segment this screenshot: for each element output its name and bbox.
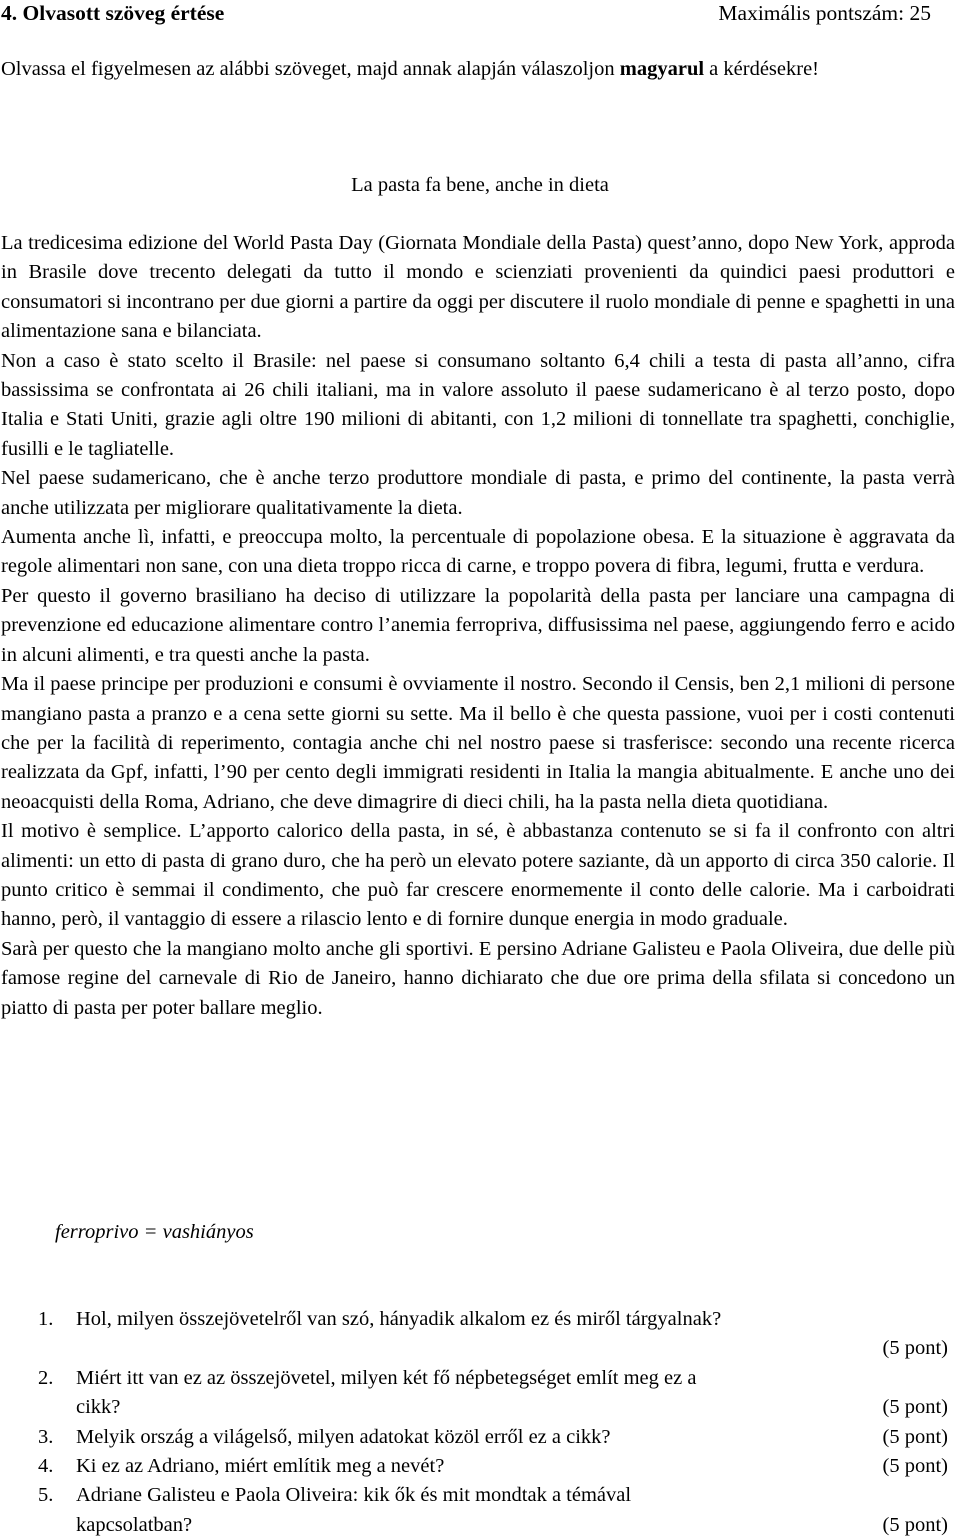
article-title: La pasta fa bene, anche in dieta [351,174,609,196]
article-paragraph: Aumenta anche lì, infatti, e preoccupa molto, la percentuale di popolazione obesa. E la situazione è aggravata da regole alimentari non sane, con una dieta troppo ricca di carne, e troppo povera di fibra, legumi, frutta e verdura. [1,526,955,578]
question-item [0,1423,960,1452]
section-title: 4. Olvasott szöveg értése [1,1,225,25]
question-number: 5. [38,1484,54,1507]
section-header [0,0,960,30]
question-text: Melyik ország a világelső, milyen adatokat közöl erről ez a cikk? [76,1425,611,1448]
article-paragraph: Nel paese sudamericano, che è anche terzo produttore mondiale di pasta, e primo del continente, la pasta verrà anche utilizzata per migliorare qualitativamente la dieta. [1,467,955,519]
question-number: 1. [38,1308,54,1330]
article-paragraph: Non a caso è stato scelto il Brasile: nel paese si consumano soltanto 6,4 chili a testa di pasta all’anno, cifra bassissima se confrontata ai 26 chili italiani, ma in valore assoluto il paese sudamericano è al terzo posto, dopo Italia e Stati Uniti, grazie agli oltre 190 milioni di abitanti, con 1,2 milioni di tonnellate tra spaghetti, conchiglie, fusilli e le tagliatelle. [1,349,955,460]
instruction-part-1: Olvassa el figyelmesen az alábbi szöveget, majd annak alapján válaszoljon [1,58,620,80]
question-item [0,1364,960,1423]
max-points-label: Maximális pontszám: 25 [718,1,931,25]
question-item [0,1305,960,1364]
question-points: (5 pont) [882,1337,948,1360]
question-item [0,1481,960,1540]
question-number: 3. [38,1425,54,1448]
question-text: Hol, milyen összejövetelről van szó, hányadik alkalom ez és miről tárgyalnak? [76,1308,722,1330]
instruction-text [1,55,955,84]
question-number: 4. [38,1454,54,1477]
question-points: (5 pont) [882,1454,948,1477]
article-paragraph: La tredicesima edizione del World Pasta Day (Giornata Mondiale della Pasta) quest’anno, dopo New York, approda in Brasile dove trecento delegati da tutto il mondo e scienziati provenienti da quindici paesi produttori e consumatori si incontrano per due giorni a partire da oggi per discutere il ruolo mondiale di penne e spaghetti in una alimentazione sana e bilanciata. [1,232,955,343]
question-list [0,1305,960,1540]
question-text: Ki ez az Adriano, miért említik meg a nevét? [76,1454,445,1477]
question-text: Miért itt van ez az összejövetel, milyen két fő népbetegséget említ meg ez a cikk? [76,1366,697,1419]
vocabulary-footnote: ferroprivo = vashiányos [55,1221,254,1243]
question-points: (5 pont) [882,1425,948,1448]
article-paragraph: Il motivo è semplice. L’apporto calorico della pasta, in sé, è abbastanza contenuto se si fa il confronto con altri alimenti: un etto di pasta di grano duro, che ha però un elevato potere saziante, dà un apporto di circa 350 calorie. Il punto critico è semmai il condimento, che può far crescere enormemente il conto delle calorie. Ma i carboidrati hanno, però, il vantaggio di essere a rilascio lento e di fornire dunque energia in modo graduale. [1,820,955,931]
instruction-bold-word: magyarul [619,58,705,80]
question-points: (5 pont) [882,1513,948,1536]
question-item [0,1452,960,1481]
question-points: (5 pont) [882,1396,948,1419]
article-body [1,229,955,1023]
instruction-part-2: a kérdésekre! [704,58,819,80]
article-paragraph: Sarà per questo che la mangiano molto anche gli sportivi. E persino Adriane Galisteu e Paola Oliveira, due delle più famose regine del carnevale di Rio de Janeiro, hanno dichiarato che due ore prima della sfilata si concedono un piatto di pasta per poter ballare meglio. [1,937,955,1019]
article-paragraph: Ma il paese principe per produzioni e consumi è ovviamente il nostro. Secondo il Censis, ben 2,1 milioni di persone mangiano pasta a pranzo e a cena sette giorni su sette. Ma il bello è che questa passione, vuoi per i costi contenuti che per la facilità di reperimento, contagia anche chi nel nostro paese si trasferisce: secondo una recente ricerca realizzata da Gpf, infatti, l’90 per cento degli immigrati residenti in Italia la mangia abitualmente. E anche uno dei neoacquisti della Roma, Adriano, che deve dimagrire di dieci chili, ha la pasta nella dieta quotidiana. [1,673,955,813]
question-number: 2. [38,1366,54,1389]
article-paragraph: Per questo il governo brasiliano ha deciso di utilizzare la popolarità della pasta per lanciare una campagna di prevenzione ed educazione alimentare contro l’anemia ferropriva, diffusissima nel paese, aggiungendo ferro e acido in alcuni alimenti, e tra questi anche la pasta. [1,584,955,666]
question-text: Adriane Galisteu e Paola Oliveira: kik ők és mit mondtak a témával kapcsolatban? [76,1484,632,1536]
